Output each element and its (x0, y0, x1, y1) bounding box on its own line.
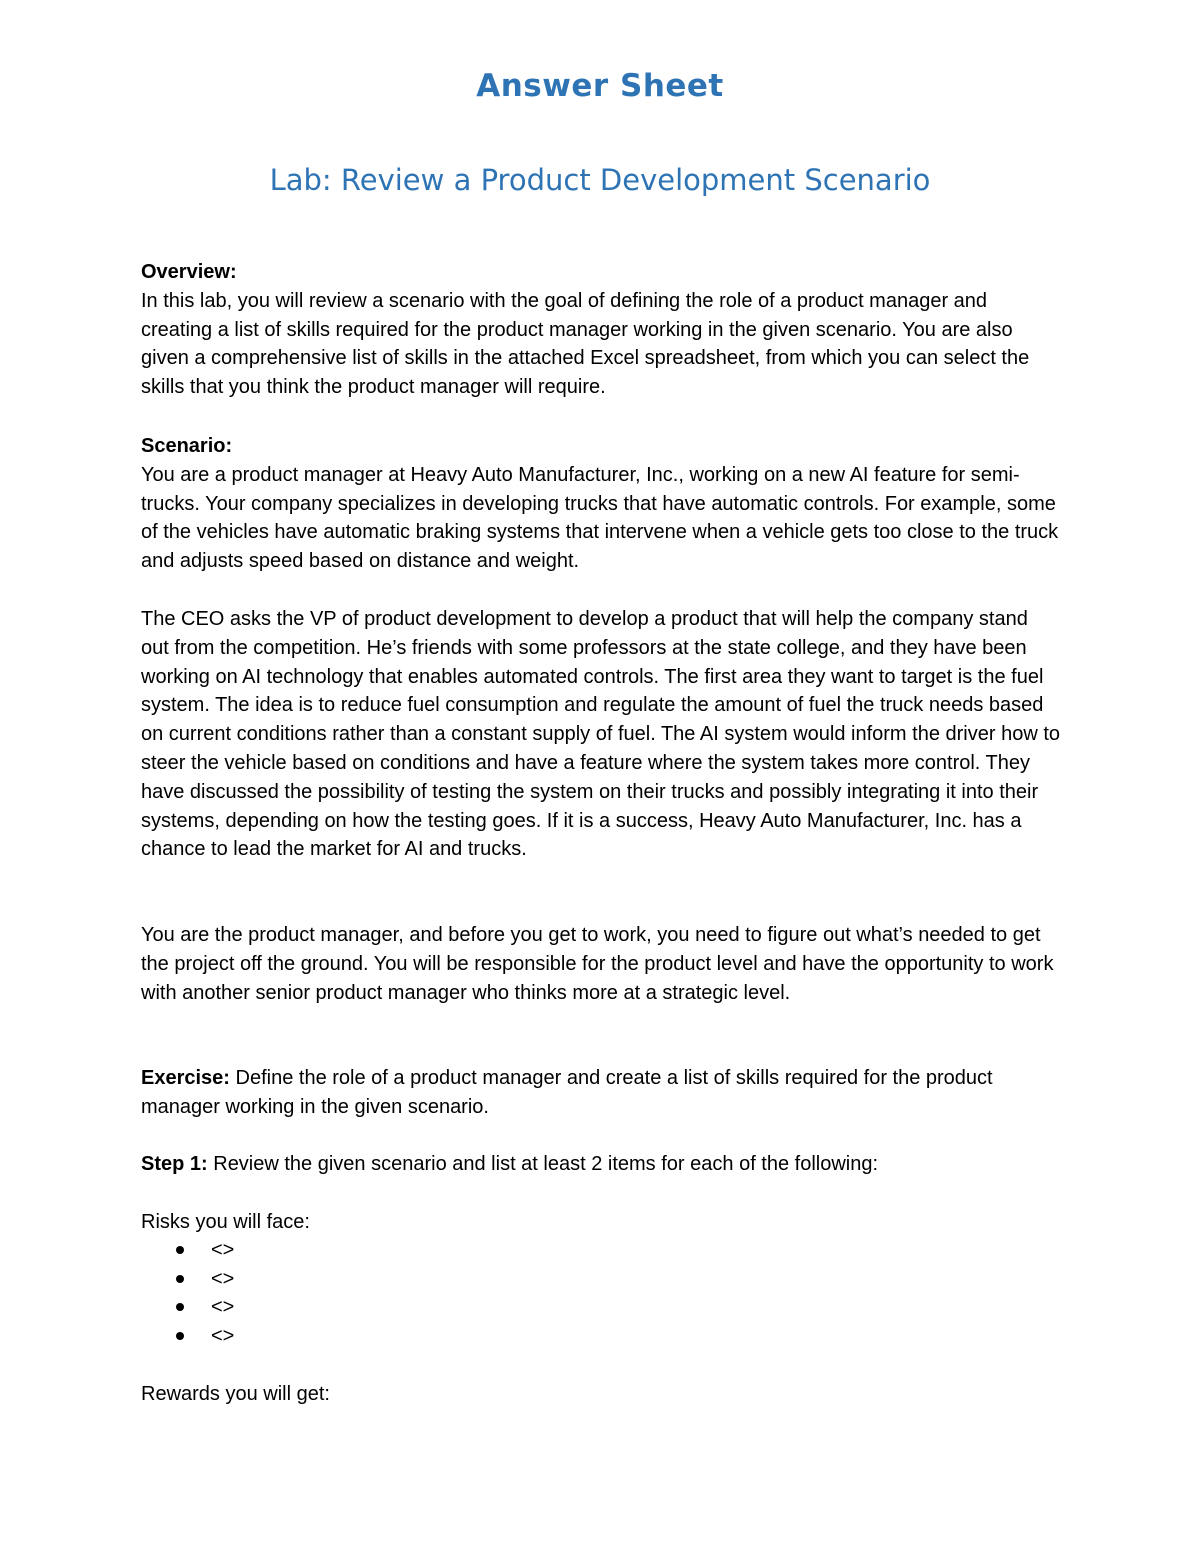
bullet-icon (176, 1275, 184, 1283)
bullet-icon (176, 1332, 184, 1340)
exercise-section (141, 1064, 1061, 1122)
risk-item-placeholder[interactable]: <> (211, 1267, 235, 1290)
overview-heading: Overview: (141, 261, 237, 283)
scenario-paragraph-2: The CEO asks the VP of product development to develop a product that will help the company stand out from the competition. He’s friends with some professors at the state college, and they have been working on AI technology that enables automated controls. The first area they want to target is the fuel system. The idea is to reduce fuel consumption and regulate the amount of fuel the truck needs based on current conditions rather than a constant supply of fuel. The AI system would inform the driver how to steer the vehicle based on conditions and have a feature where the system takes more control. They have discussed the possibility of testing the system on their trucks and possibly integrating it into their systems, depending on how the testing goes. If it is a success, Heavy Auto Manufacturer, Inc. has a chance to lead the market for AI and trucks. (141, 608, 1061, 861)
step1-text: Review the given scenario and list at least 2 items for each of the following: (207, 1153, 879, 1175)
step1-section (141, 1150, 1061, 1179)
risk-item-placeholder[interactable]: <> (211, 1239, 235, 1261)
risk-item-placeholder[interactable]: <> (211, 1324, 235, 1347)
bullet-icon (176, 1246, 184, 1254)
list-item (141, 1265, 234, 1294)
overview-section (141, 258, 1061, 402)
scenario-heading: Scenario: (141, 435, 233, 457)
list-item (141, 1236, 234, 1265)
scenario-section (141, 432, 1061, 576)
exercise-text: Define the role of a product manager and create a list of skills required for the product manager working in the given scenario. (141, 1067, 993, 1118)
scenario-paragraph-1: You are a product manager at Heavy Auto Manufacturer, Inc., working on a new AI feature for semi-trucks. Your company specializes in developing trucks that have automatic controls. For example, some of the vehicles have automatic braking systems that intervene when a vehicle gets too close to the truck and adjusts speed based on distance and weight. (141, 463, 1059, 573)
document-subtitle: Lab: Review a Product Development Scenario (269, 163, 931, 197)
document-title: Answer Sheet (476, 68, 724, 104)
exercise-heading: Exercise: (141, 1067, 230, 1089)
risks-label: Risks you will face: (141, 1211, 310, 1233)
rewards-label: Rewards you will get: (141, 1383, 330, 1405)
risks-list (141, 1236, 234, 1350)
step1-heading: Step 1: (141, 1153, 208, 1175)
risk-item-placeholder[interactable]: <> (211, 1296, 235, 1319)
bullet-icon (176, 1303, 184, 1311)
list-item (141, 1293, 234, 1322)
scenario-paragraph-3: You are the product manager, and before you get to work, you need to figure out what’s needed to get the project off the ground. You will be responsible for the product level and have the opportunity to work with another senior product manager who thinks more at a strategic level. (141, 924, 1054, 1004)
overview-paragraph: In this lab, you will review a scenario with the goal of defining the role of a product manager and creating a list of skills required for the product manager working in the given scenario. You are also given a comprehensive list of skills in the attached Excel spreadsheet, from which you can select the skills that you think the product manager will require. (141, 289, 1030, 399)
list-item (141, 1322, 234, 1351)
